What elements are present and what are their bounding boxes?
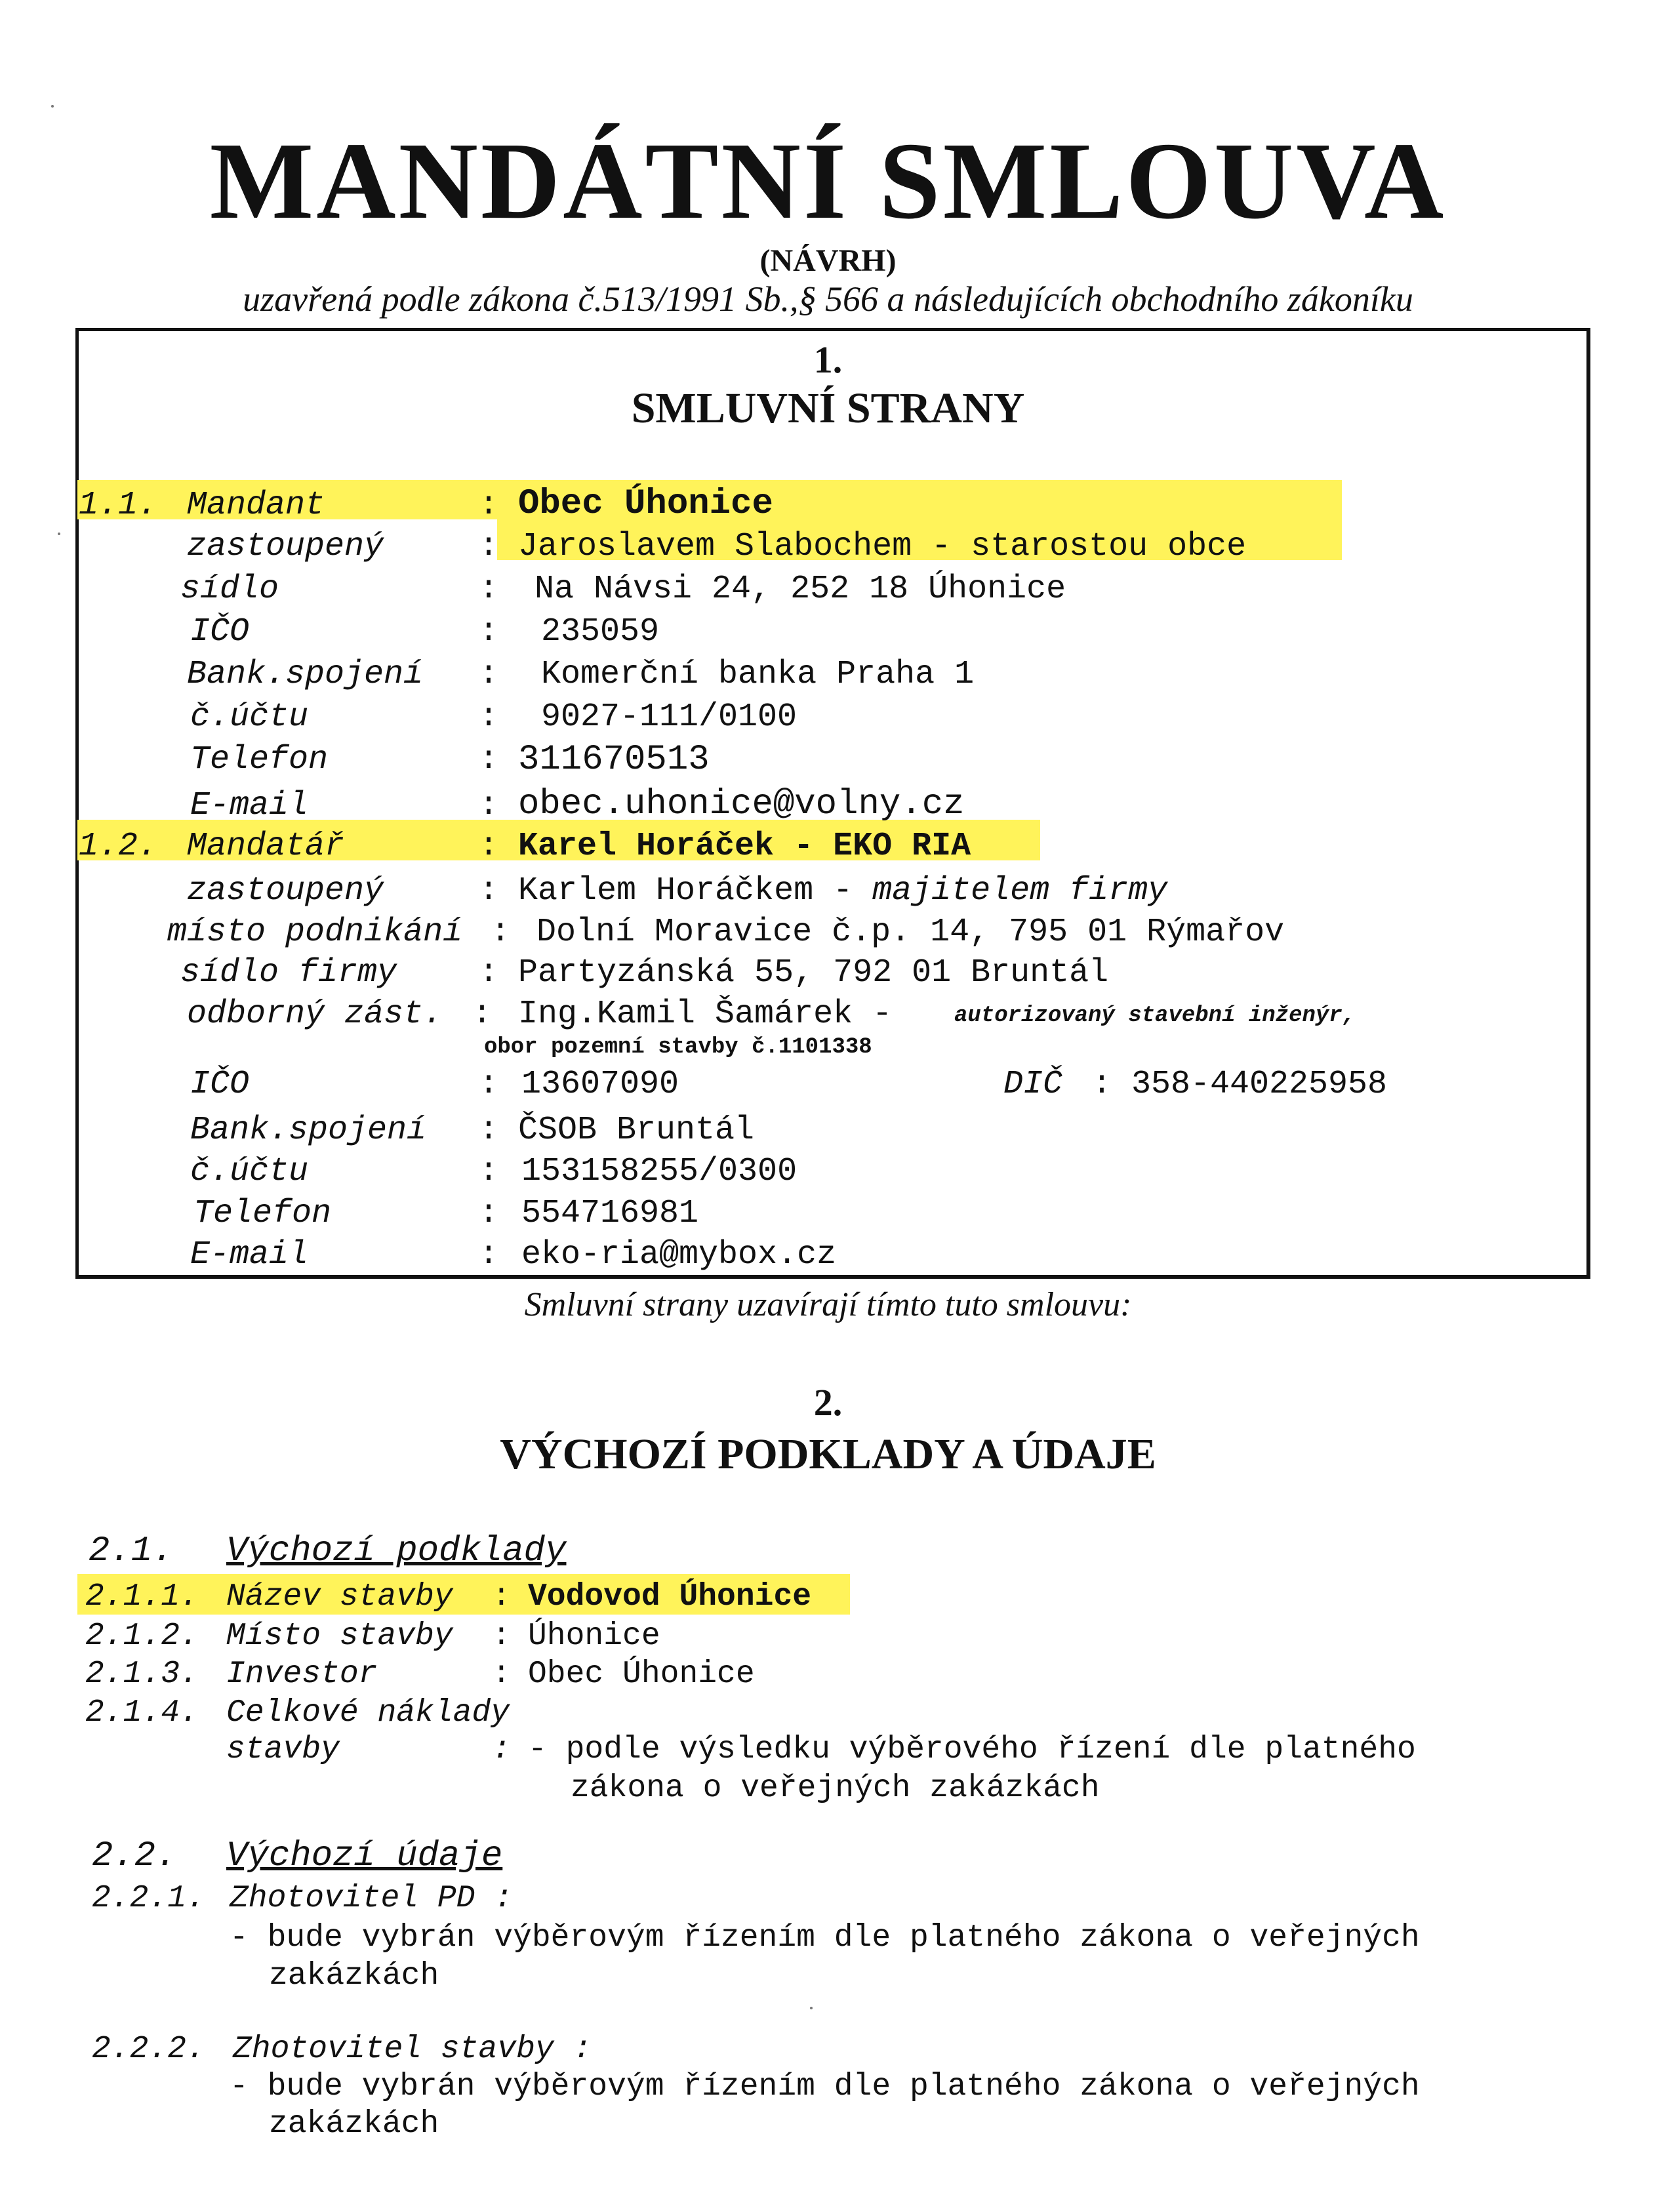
s213-label: Investor	[226, 1657, 378, 1692]
s211-num: 2.1.1.	[85, 1579, 199, 1615]
mandatar-tel-value: 554716981	[521, 1195, 699, 1232]
s21-title: Výchozí podklady	[226, 1531, 567, 1571]
colon: :	[479, 828, 499, 865]
colon: :	[479, 571, 499, 608]
s211-value: Vodovod Úhonice	[528, 1579, 812, 1615]
mandatar-ucet-label: č.účtu	[190, 1153, 309, 1190]
s212-value: Úhonice	[528, 1619, 660, 1654]
colon: :	[492, 1619, 511, 1654]
scan-speck	[810, 2007, 813, 2009]
document-title: MANDÁTNÍ SMLOUVA	[209, 120, 1447, 242]
scan-speck	[51, 105, 54, 108]
s213-value: Obec Úhonice	[528, 1657, 755, 1692]
mandatar-dic-label: DIČ	[1003, 1066, 1063, 1103]
s222-text: - bude vybrán výběrovým řízením dle platného zákona o veřejných	[230, 2069, 1420, 2104]
s222-num: 2.2.2.	[92, 2032, 205, 2067]
colon: :	[479, 787, 499, 824]
mandatar-misto-label: místo podnikání	[167, 914, 463, 951]
s214-num: 2.1.4.	[85, 1695, 199, 1731]
mandant-field-label: zastoupený	[187, 528, 384, 565]
s212-label: Místo stavby	[226, 1619, 453, 1654]
colon: :	[479, 954, 499, 992]
mandatar-email-value: eko-ria@mybox.cz	[521, 1236, 837, 1274]
colon: :	[472, 995, 493, 1033]
colon: :	[479, 1112, 499, 1149]
mandatar-sidlo-value: Partyzánská 55, 792 01 Bruntál	[518, 954, 1109, 992]
colon: :	[479, 872, 499, 910]
s22-title: Výchozí údaje	[226, 1836, 503, 1876]
scan-speck	[58, 533, 60, 535]
mandatar-zastoupeny-label: zastoupený	[187, 872, 384, 910]
section-2-title: VÝCHOZÍ PODKLADY A ÚDAJE	[500, 1430, 1156, 1478]
mandant-field-label: E-mail	[190, 787, 309, 824]
mandant-name: Obec Úhonice	[518, 484, 773, 524]
s214-value: - podle výsledku výběrového řízení dle platného	[528, 1732, 1416, 1767]
mandatar-heading-num: 1.2.	[79, 828, 158, 865]
mandant-heading-num: 1.1.	[79, 487, 158, 524]
colon: :	[491, 914, 511, 951]
mandant-field-value: 9027-111/0100	[541, 698, 798, 736]
colon: :	[492, 1732, 511, 1767]
s214-value: zákona o veřejných zakázkách	[571, 1771, 1100, 1806]
mandatar-zastoupeny-value	[518, 872, 1167, 910]
mandatar-bank-label: Bank.spojení	[190, 1112, 427, 1149]
s213-num: 2.1.3.	[85, 1657, 199, 1692]
mandant-field-label: Bank.spojení	[187, 656, 424, 693]
law-reference: uzavřená podle zákona č.513/1991 Sb.,§ 566 a následujících obchodního zákoníku	[243, 279, 1413, 319]
s214-label: Celkové náklady	[226, 1695, 510, 1731]
mandant-field-value: 311670513	[518, 740, 710, 780]
s221-text: zakázkách	[269, 1958, 439, 1994]
mandant-field-value: Jaroslavem Slabochem - starostou obce	[518, 528, 1247, 565]
mandant-field-value: 235059	[541, 613, 660, 651]
mandatar-dic-value: 358-440225958	[1131, 1066, 1388, 1103]
section-2-number: 2.	[813, 1381, 843, 1424]
mandatar-bank-value: ČSOB Bruntál	[518, 1112, 755, 1149]
mandatar-misto-value: Dolní Moravice č.p. 14, 795 01 Rýmařov	[536, 914, 1285, 951]
colon: :	[492, 1579, 511, 1615]
mandant-field-label: Telefon	[190, 741, 329, 778]
mandatar-odborny-note: autorizovaný stavební inženýr,	[954, 1003, 1356, 1028]
s221-num: 2.2.1.	[92, 1881, 205, 1916]
s222-label: Zhotovitel stavby :	[233, 2032, 592, 2067]
colon: :	[479, 741, 499, 778]
colon: :	[479, 1236, 499, 1274]
mandatar-zastoupeny-name: Karlem Horáčkem -	[518, 872, 873, 910]
mandatar-email-label: E-mail	[190, 1236, 309, 1274]
s21-num: 2.1.	[89, 1531, 174, 1571]
mandant-field-label: IČO	[190, 613, 250, 651]
s22-num: 2.2.	[92, 1836, 177, 1876]
section-1-title: SMLUVNÍ STRANY	[631, 384, 1025, 432]
s214-label: stavby	[226, 1732, 340, 1767]
colon: :	[479, 1153, 499, 1190]
mandatar-zastoupeny-role: majitelem firmy	[872, 872, 1168, 910]
colon: :	[479, 1195, 499, 1232]
colon: :	[479, 698, 499, 736]
mandant-field-label: sídlo	[180, 571, 279, 608]
mandatar-tel-label: Telefon	[193, 1195, 332, 1232]
s222-text: zakázkách	[269, 2106, 439, 2142]
colon: :	[479, 656, 499, 693]
mandatar-ico-value: 13607090	[521, 1066, 679, 1103]
mandatar-odborny-label: odborný zást.	[187, 995, 443, 1033]
mandant-field-value: Komerční banka Praha 1	[541, 656, 975, 693]
mandatar-heading-label: Mandatář	[187, 828, 345, 865]
colon: :	[479, 487, 499, 524]
document-subtitle: (NÁVRH)	[759, 243, 897, 278]
section-1-number: 1.	[813, 338, 843, 381]
s212-num: 2.1.2.	[85, 1619, 199, 1654]
mandatar-odborny-value: Ing.Kamil Šamárek -	[518, 995, 893, 1033]
s221-text: - bude vybrán výběrovým řízením dle platného zákona o veřejných	[230, 1920, 1420, 1956]
s211-label: Název stavby	[226, 1579, 453, 1615]
mandatar-ucet-value: 153158255/0300	[521, 1153, 798, 1190]
mandatar-ico-label: IČO	[190, 1066, 250, 1103]
colon: :	[1092, 1066, 1112, 1103]
closing-statement: Smluvní strany uzavírají tímto tuto smlouvu:	[524, 1286, 1132, 1323]
mandant-field-value: obec.uhonice@volny.cz	[518, 784, 965, 824]
mandatar-odborny-note: obor pozemní stavby č.1101338	[484, 1035, 872, 1060]
s221-label: Zhotovitel PD :	[230, 1881, 514, 1916]
mandant-heading-label: Mandant	[187, 487, 325, 524]
mandatar-sidlo-label: sídlo firmy	[180, 954, 397, 992]
colon: :	[479, 613, 499, 651]
colon: :	[479, 528, 499, 565]
colon: :	[492, 1657, 511, 1692]
mandant-field-label: č.účtu	[190, 698, 309, 736]
colon: :	[479, 1066, 499, 1103]
mandatar-name: Karel Horáček - EKO RIA	[518, 828, 971, 865]
mandant-field-value: Na Návsi 24, 252 18 Úhonice	[535, 571, 1066, 608]
